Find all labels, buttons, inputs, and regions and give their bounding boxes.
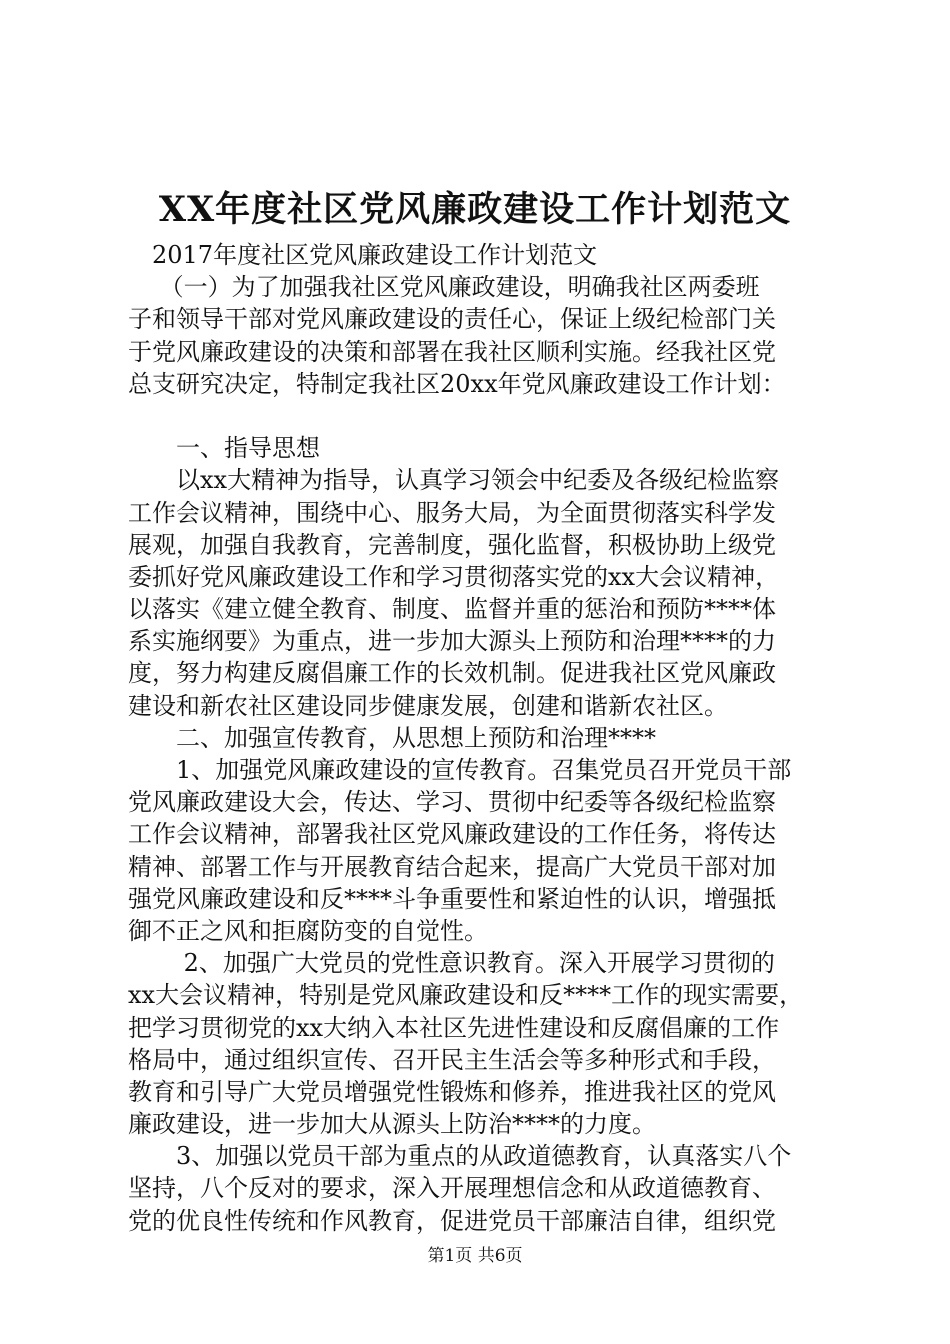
text-line: 以落实《建立健全教育、制度、监督并重的惩治和预防****体 bbox=[128, 595, 776, 624]
text-line: 把学习贯彻党的xx大纳入本社区先进性建设和反腐倡廉的工作 bbox=[128, 1013, 780, 1042]
text-line: （一）为了加强我社区党风廉政建设，明确我社区两委班 bbox=[128, 273, 760, 302]
text-line: 2017年度社区党风廉政建设工作计划范文 bbox=[128, 241, 598, 269]
text-line: 廉政建设，进一步加大从源头上防治****的力度。 bbox=[128, 1110, 656, 1139]
text-line: 一、指导思想 bbox=[128, 434, 320, 463]
text-line: 二、加强宣传教育，从思想上预防和治理**** bbox=[128, 723, 656, 752]
text-line: 党的优良性传统和作风教育，促进党员干部廉洁自律，组织党 bbox=[128, 1206, 776, 1235]
text-line: 坚持，八个反对的要求，深入开展理想信念和从政道德教育、 bbox=[128, 1174, 776, 1203]
text-line: 党风廉政建设大会，传达、学习、贯彻中纪委等各级纪检监察 bbox=[128, 788, 776, 817]
document-title: XX年度社区党风廉政建设工作计划范文 bbox=[158, 189, 792, 230]
text-line: 格局中，通过组织宣传、召开民主生活会等多种形式和手段， bbox=[128, 1045, 776, 1074]
text-line: 于党风廉政建设的决策和部署在我社区顺利实施。经我社区党 bbox=[128, 337, 776, 366]
text-line: 总支研究决定，特制定我社区20xx年党风廉政建设工作计划： bbox=[128, 369, 786, 398]
text-line: 建设和新农社区建设同步健康发展，创建和谐新农社区。 bbox=[128, 691, 728, 720]
text-line: 3、加强以党员干部为重点的从政道德教育，认真落实八个 bbox=[128, 1142, 792, 1171]
text-line: 度，努力构建反腐倡廉工作的长效机制。促进我社区党风廉政 bbox=[128, 659, 776, 688]
text-line: 1、加强党风廉政建设的宣传教育。召集党员召开党员干部 bbox=[128, 756, 792, 784]
text-line: 工作会议精神，部署我社区党风廉政建设的工作任务，将传达 bbox=[128, 820, 776, 849]
text-line: 子和领导干部对党风廉政建设的责任心，保证上级纪检部门关 bbox=[128, 305, 776, 334]
text-line: 强党风廉政建设和反****斗争重要性和紧迫性的认识，增强抵 bbox=[128, 884, 776, 913]
text-line: 委抓好党风廉政建设工作和学习贯彻落实党的xx大会议精神， bbox=[128, 562, 780, 591]
text-line: xx大会议精神，特别是党风廉政建设和反****工作的现实需要， bbox=[128, 981, 804, 1010]
text-line: 以xx大精神为指导，认真学习领会中纪委及各级纪检监察 bbox=[128, 466, 780, 495]
text-line: 2、加强广大党员的党性意识教育。深入开展学习贯彻的 bbox=[128, 949, 775, 978]
text-line: 御不正之风和拒腐防变的自觉性。 bbox=[128, 916, 488, 945]
text-line: 精神、部署工作与开展教育结合起来，提高广大党员干部对加 bbox=[128, 852, 776, 881]
text-line: 工作会议精神，围绕中心、服务大局，为全面贯彻落实科学发 bbox=[128, 498, 776, 527]
text-line: 展观，加强自我教育，完善制度，强化监督，积极协助上级党 bbox=[128, 530, 776, 559]
blank-line bbox=[128, 400, 828, 432]
text-line: 系实施纲要》为重点，进一步加大源头上预防和治理****的力 bbox=[128, 627, 776, 656]
page-footer: 第1页 共6页 bbox=[427, 1246, 523, 1266]
document-body bbox=[128, 239, 828, 1237]
text-line: 教育和引导广大党员增强党性锻炼和修养，推进我社区的党风 bbox=[128, 1077, 776, 1106]
